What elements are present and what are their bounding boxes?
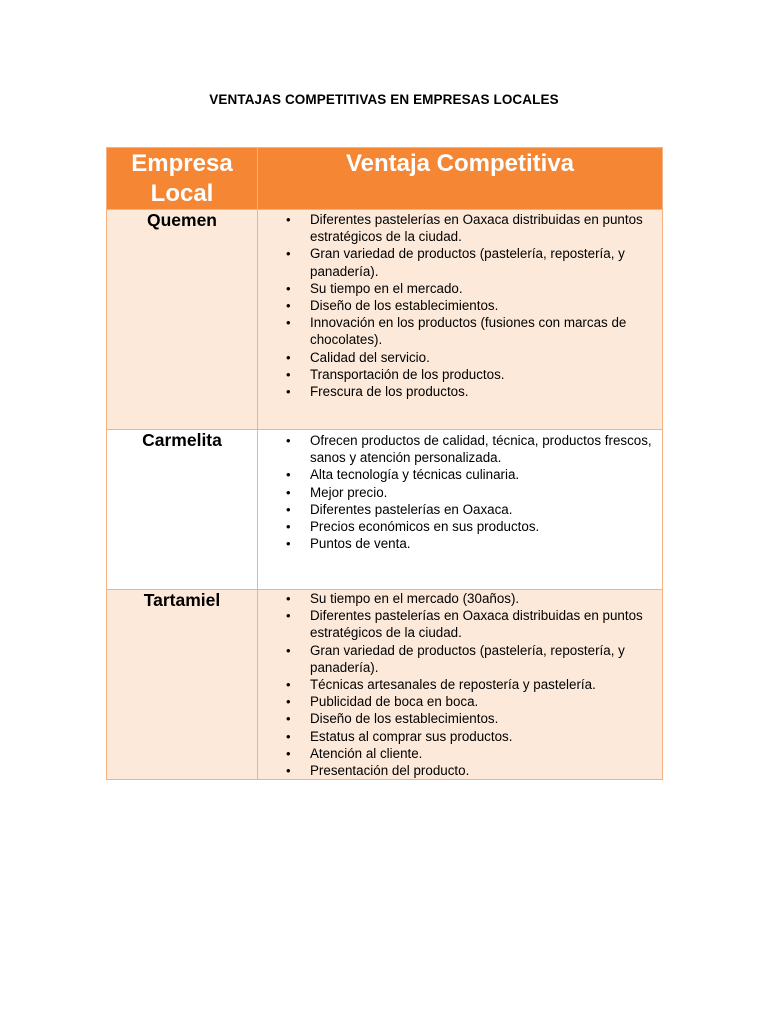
list-item: • Transportación de los productos. [310,366,662,383]
advantages-cell [258,590,663,780]
list-item: • Frescura de los productos. [310,383,662,400]
list-item: • Técnicas artesanales de repostería y pastelería. [310,676,662,693]
list-item: • Gran variedad de productos (pastelería, repostería, y panadería). [310,642,662,676]
table-row [107,430,663,590]
list-item: • Su tiempo en el mercado (30años). [310,590,662,607]
table-row [107,210,663,430]
list-item: • Su tiempo en el mercado. [310,280,662,297]
list-item: • Ofrecen productos de calidad, técnica, productos frescos, sanos y atención personalizada. [310,432,662,466]
company-name: Quemen [107,210,258,430]
advantages-list [258,590,662,779]
advantages-table [106,147,663,780]
header-ventaja-competitiva: Ventaja Competitiva [258,148,663,210]
header-empresa-local: Empresa Local [107,148,258,210]
list-item: • Mejor precio. [310,484,662,501]
advantages-cell [258,430,663,590]
table-header-row [107,148,663,210]
list-item: • Diseño de los establecimientos. [310,297,662,314]
list-item: • Estatus al comprar sus productos. [310,728,662,745]
list-item: • Alta tecnología y técnicas culinaria. [310,466,662,483]
advantages-cell [258,210,663,430]
list-item: • Precios económicos en sus productos. [310,518,662,535]
list-item: • Diferentes pastelerías en Oaxaca distribuidas en puntos estratégicos de la ciudad. [310,211,662,245]
list-item: • Calidad del servicio. [310,349,662,366]
list-item: • Atención al cliente. [310,745,662,762]
company-name: Tartamiel [107,590,258,780]
company-name: Carmelita [107,430,258,590]
list-item: • Diseño de los establecimientos. [310,710,662,727]
document-title: VENTAJAS COMPETITIVAS EN EMPRESAS LOCALES [209,92,559,107]
list-item: • Publicidad de boca en boca. [310,693,662,710]
list-item: • Gran variedad de productos (pastelería, repostería, y panadería). [310,245,662,279]
list-item: • Diferentes pastelerías en Oaxaca. [310,501,662,518]
list-item: • Innovación en los productos (fusiones con marcas de chocolates). [310,314,662,348]
list-item: • Presentación del producto. [310,762,662,779]
advantages-list [258,430,662,552]
table-row [107,590,663,780]
list-item: • Puntos de venta. [310,535,662,552]
advantages-list [258,210,662,400]
list-item: • Diferentes pastelerías en Oaxaca distribuidas en puntos estratégicos de la ciudad. [310,607,662,641]
